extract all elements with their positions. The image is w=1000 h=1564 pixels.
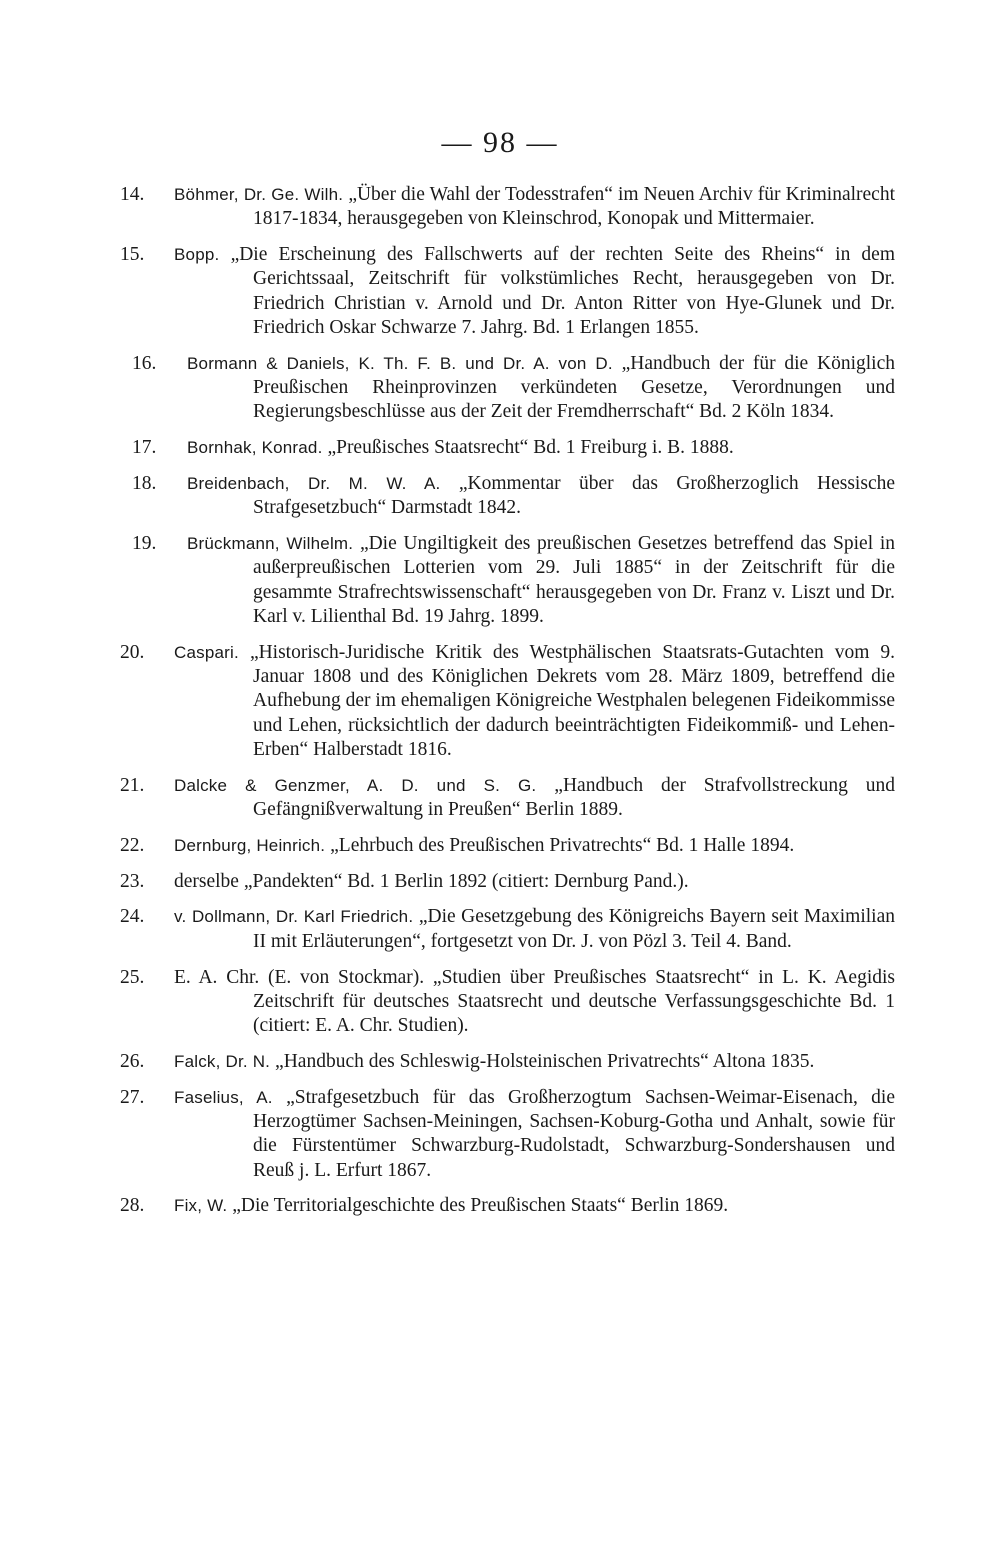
entry-author: v. Dollmann, Dr. Karl Friedrich. xyxy=(174,907,419,927)
entry-author: Faselius, A. xyxy=(174,1087,287,1107)
entry-number: 26. xyxy=(120,1050,145,1072)
entry-author: Dalcke & Genzmer, A. D. und S. G. xyxy=(174,775,555,795)
entry-number: 28. xyxy=(120,1195,145,1217)
entry-text: „Kommentar über das Großherzoglich Hessische Strafgesetzbuch“ Darmstadt 1842. xyxy=(253,472,896,519)
entry-text: derselbe „Pandekten“ Bd. 1 Berlin 1892 (citiert: Dernburg Pand.). xyxy=(174,870,689,892)
bibliography-entry xyxy=(120,966,895,1039)
entry-text: „Handbuch des Schleswig-Holsteinischen Privatrechts“ Altona 1835. xyxy=(275,1050,815,1072)
bibliography-entry xyxy=(120,352,895,425)
bibliography-entry xyxy=(120,1086,895,1183)
entry-number: 18. xyxy=(132,472,157,494)
bibliography-entry xyxy=(120,905,895,954)
entry-author: Brückmann, Wilhelm. xyxy=(187,534,360,554)
bibliography-entry xyxy=(120,532,895,629)
bibliography-entry xyxy=(120,870,895,894)
entry-author: Dernburg, Heinrich. xyxy=(174,835,331,855)
entry-author: Breidenbach, Dr. M. W. A. xyxy=(187,473,459,493)
entry-text: „Die Erscheinung des Fallschwerts auf der rechten Seite des Rheins“ in dem Gerichtssaal, Zeitschrift für volkstümliches Recht, herausgegeben von Dr. Friedrich Christian v. Arnold und Dr. Anton Ritter von Hye-Glunek und Dr. Friedrich Oskar Schwarze 7. Jahrg. Bd. 1 Erlangen 1855. xyxy=(230,244,895,338)
entry-text: „Die Territorialgeschichte des Preußischen Staats“ Berlin 1869. xyxy=(232,1195,729,1217)
entry-text: E. A. Chr. (E. von Stockmar). „Studien über Preußisches Staatsrecht“ in L. K. Aegidis Zeitschrift für deutsches Staatsrecht und deutsche Verfassungsgeschichte Bd. 1 (citiert: E. A. Chr. Studien). xyxy=(174,966,895,1037)
bibliography-entry xyxy=(120,834,895,858)
entry-author: Böhmer, Dr. Ge. Wilh. xyxy=(174,185,349,204)
entry-text: „Preußisches Staatsrecht“ Bd. 1 Freiburg i. B. 1888. xyxy=(327,437,734,459)
entry-author: Caspari. xyxy=(174,642,250,662)
bibliography-entry xyxy=(120,641,895,762)
page-number: — 98 — xyxy=(441,126,559,159)
bibliography-entry xyxy=(120,1050,895,1074)
entry-number: 23. xyxy=(120,870,145,892)
entry-number: 17. xyxy=(132,437,157,459)
bibliography-entry xyxy=(120,774,895,823)
entry-text: „Strafgesetzbuch für das Großherzogtum Sachsen-Weimar-Eisenach, die Herzogtümer Sachsen-Meiningen, Sachsen-Koburg-Gotha und Anhalt, sowie für die Fürstentümer Schwarzburg-Rudolstadt, Schwarzburg-Sondershausen und Reuß j. L. Erfurt 1867. xyxy=(253,1086,895,1181)
entry-number: 22. xyxy=(120,834,145,856)
entry-number: 19. xyxy=(132,533,157,555)
entry-text: „Lehrbuch des Preußischen Privatrechts“ Bd. 1 Halle 1894. xyxy=(330,834,795,856)
entry-author: Fix, W. xyxy=(174,1196,233,1216)
entry-number: 21. xyxy=(120,774,145,796)
entry-text: „Über die Wahl der Todesstrafen“ im Neuen Archiv für Kriminalrecht 1817-1834, herausgegeben von Kleinschrod, Konopak und Mittermaier. xyxy=(253,184,895,230)
entry-text: „Handbuch der Strafvollstreckung und Gefängnißverwaltung in Preußen“ Berlin 1889. xyxy=(253,774,895,821)
entry-number: 16. xyxy=(132,352,157,374)
entry-number: 20. xyxy=(120,641,145,663)
bibliography-entry xyxy=(120,243,895,340)
entry-text: „Die Ungiltigkeit des preußischen Gesetzes betreffend das Spiel in außerpreußischen Lotterien vom 29. Juli 1885“ in der Zeitschrift für die gesammte Strafrechtswissenschaft“ herausgegeben von Dr. Franz v. Liszt und Dr. Karl v. Lilienthal Bd. 19 Jahrg. 1899. xyxy=(253,533,895,627)
entry-number: 27. xyxy=(120,1086,145,1108)
entry-number: 25. xyxy=(120,966,145,988)
entry-author: Bopp. xyxy=(174,245,231,265)
entry-author: Falck, Dr. N. xyxy=(174,1051,276,1071)
bibliography-entry xyxy=(120,472,895,521)
entry-text: „Die Gesetzgebung des Königreichs Bayern seit Maximilian II mit Erläuterungen“, fortgesetzt von Dr. J. von Pözl 3. Teil 4. Band. xyxy=(253,906,895,952)
bibliography-entry xyxy=(120,436,895,460)
bibliography-list xyxy=(120,183,895,1230)
bibliography-entry xyxy=(120,1194,895,1218)
entry-number: 24. xyxy=(120,906,145,928)
entry-number: 15. xyxy=(120,244,145,266)
entry-number: 14. xyxy=(120,184,145,205)
entry-author: Bormann & Daniels, K. Th. F. B. und Dr. A. von D. xyxy=(187,353,622,373)
entry-text: „Historisch-Juridische Kritik des Westphälischen Staatsrats-Gutachten vom 9. Januar 1808 und des Königlichen Dekrets vom 28. März 1809, betreffend die Aufhebung der im ehemaligen Königreiche Westphalen belegenen Fideikommisse und Lehen, rücksichtlich der dadurch beeinträchtigten Fideikommiß- und Lehen-Erben“ Halberstadt 1816. xyxy=(249,641,895,760)
entry-text: „Handbuch der für die Königlich Preußischen Rheinprovinzen verkündeten Gesetze, Verordnungen und Regierungsbeschlüsse aus der Zeit der Fremdherrschaft“ Bd. 2 Köln 1834. xyxy=(253,352,895,423)
bibliography-entry xyxy=(120,183,895,232)
entry-author: Bornhak, Konrad. xyxy=(187,438,328,458)
